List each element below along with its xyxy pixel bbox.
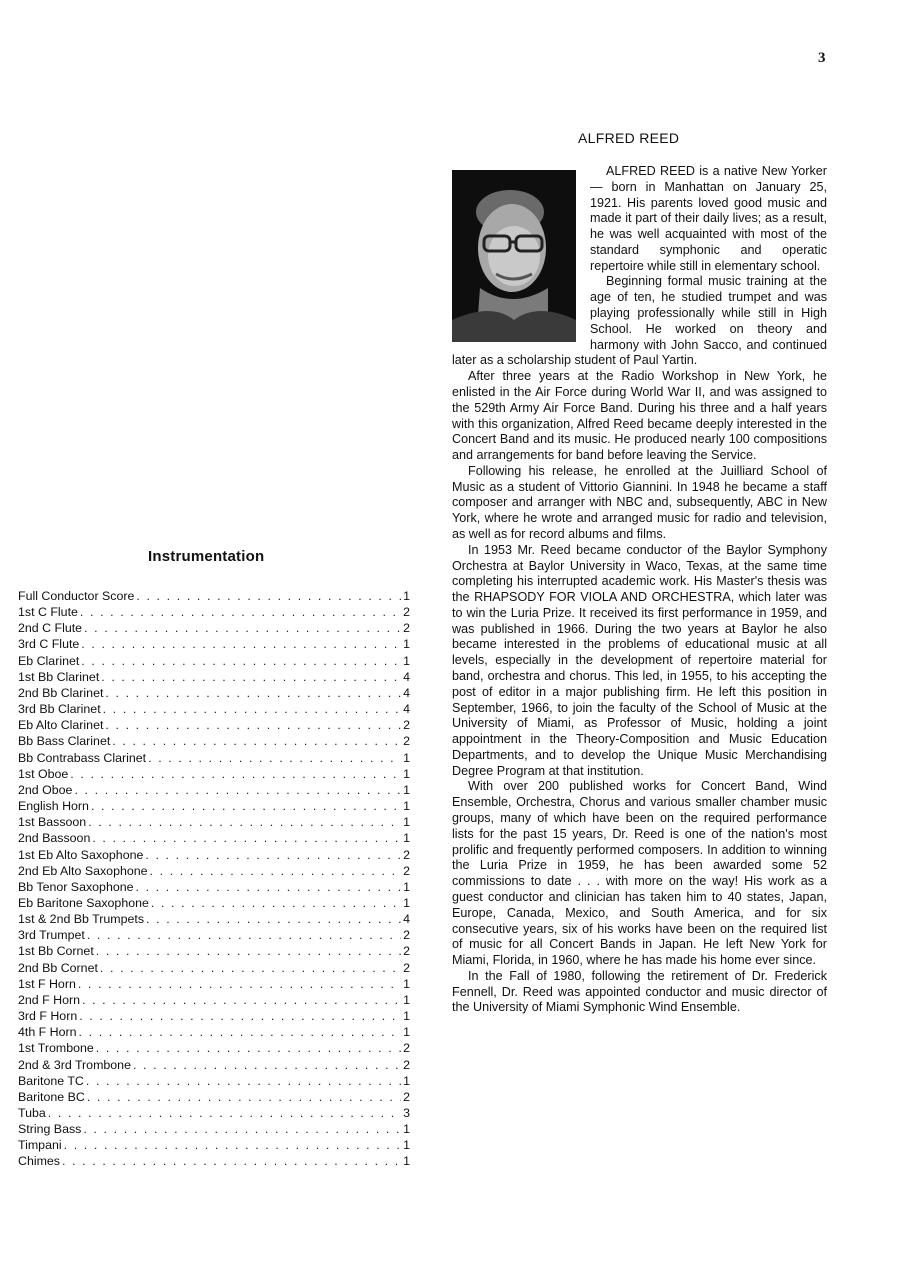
instrument-name: Eb Clarinet xyxy=(18,653,80,668)
instrument-row xyxy=(18,604,410,620)
instrument-quantity: 2 xyxy=(403,734,410,749)
instrument-quantity: 1 xyxy=(403,799,410,814)
instrument-row xyxy=(18,976,410,992)
dot-leader xyxy=(92,830,401,846)
instrument-row xyxy=(18,960,410,976)
instrument-name: 1st F Horn xyxy=(18,976,76,991)
bio-paragraph: In 1953 Mr. Reed became conductor of the Baylor Symphony Orchestra at Baylor University in Waco, Texas, at the same time completing his interrupted academic work. His Master's thesis was the RHAPSODY FOR VIOLA AND ORCHESTRA, which later was to win the Luria Prize. It received its first performance in 1959, and was published in 1966. During the two years at Baylor he also became interested in the problems of educational music at all levels, especially in the development of repertoire material for band, orchestra and chorus. This led, in 1955, to his accepting the post of editor in a major publishing firm. He left this position in September, 1966, to join the faculty of the School of Music at the University of Miami, as Professor of Music, holding a joint appointment in the Theory-Composition and Music Education Departments, and to develop the Unique Music Merchandising Degree Program at that institution. xyxy=(452,542,827,778)
instrument-quantity: 2 xyxy=(403,718,410,733)
dot-leader xyxy=(105,717,401,733)
dot-leader xyxy=(86,1073,401,1089)
instrument-row xyxy=(18,1040,410,1056)
instrument-quantity: 2 xyxy=(403,1089,410,1104)
instrument-quantity: 2 xyxy=(403,944,410,959)
instrument-quantity: 2 xyxy=(403,847,410,862)
dot-leader xyxy=(64,1137,401,1153)
instrument-row xyxy=(18,1105,410,1121)
instrument-row xyxy=(18,1153,410,1169)
dot-leader xyxy=(82,992,401,1008)
bio-paragraph: In the Fall of 1980, following the retirement of Dr. Frederick Fennell, Dr. Reed was appointed conductor and music director of the University of Miami Symphonic Wind Ensemble. xyxy=(452,968,827,1015)
instrument-quantity: 4 xyxy=(403,912,410,927)
instrument-row xyxy=(18,669,410,685)
instrument-name: Bb Tenor Saxophone xyxy=(18,879,134,894)
dot-leader xyxy=(80,604,401,620)
dot-leader xyxy=(70,766,401,782)
instrument-quantity: 1 xyxy=(403,815,410,830)
instrument-row xyxy=(18,798,410,814)
instrument-quantity: 1 xyxy=(403,766,410,781)
dot-leader xyxy=(133,1057,401,1073)
instrument-row xyxy=(18,750,410,766)
instrument-name: 1st Eb Alto Saxophone xyxy=(18,847,144,862)
instrument-row xyxy=(18,830,410,846)
instrument-quantity: 2 xyxy=(403,1057,410,1072)
instrument-name: Timpani xyxy=(18,1138,62,1153)
instrument-name: 1st Trombone xyxy=(18,1041,94,1056)
instrument-row xyxy=(18,1121,410,1137)
instrument-row xyxy=(18,1024,410,1040)
instrument-row xyxy=(18,847,410,863)
dot-leader xyxy=(112,733,401,749)
instrument-row xyxy=(18,653,410,669)
instrument-name: 2nd Eb Alto Saxophone xyxy=(18,863,148,878)
bio-paragraph: ALFRED REED is a native New Yorker — born in Manhattan on January 25, 1921. His parents loved good music and made it part of their daily lives; as a result, he was well acquainted with most of the standard symphonic and operatic repertoire while still in elementary school. xyxy=(590,164,827,273)
instrument-name: 2nd Bb Cornet xyxy=(18,960,98,975)
instrument-row xyxy=(18,895,410,911)
instrument-name: Eb Baritone Saxophone xyxy=(18,895,149,910)
instrument-quantity: 1 xyxy=(403,895,410,910)
dot-leader xyxy=(101,669,401,685)
instrument-row xyxy=(18,1008,410,1024)
dot-leader xyxy=(151,895,401,911)
instrument-name: 2nd & 3rd Trombone xyxy=(18,1057,131,1072)
dot-leader xyxy=(87,1089,401,1105)
instrument-name: 3rd F Horn xyxy=(18,1009,78,1024)
instrument-quantity: 1 xyxy=(403,879,410,894)
instrument-quantity: 2 xyxy=(403,960,410,975)
instrument-quantity: 1 xyxy=(403,992,410,1007)
dot-leader xyxy=(79,1008,401,1024)
instrument-quantity: 4 xyxy=(403,669,410,684)
instrument-quantity: 4 xyxy=(403,702,410,717)
instrument-row xyxy=(18,814,410,830)
instrument-quantity: 1 xyxy=(403,782,410,797)
instrument-quantity: 4 xyxy=(403,685,410,700)
instrument-row xyxy=(18,1073,410,1089)
page-number: 3 xyxy=(818,50,826,66)
instrument-quantity: 1 xyxy=(403,750,410,765)
instrumentation-title: Instrumentation xyxy=(148,548,265,565)
dot-leader xyxy=(103,701,401,717)
instrument-quantity: 1 xyxy=(403,1138,410,1153)
instrument-name: 1st C Flute xyxy=(18,605,78,620)
instrument-row xyxy=(18,588,410,604)
instrument-row xyxy=(18,1057,410,1073)
instrument-name: 2nd Bb Clarinet xyxy=(18,685,104,700)
instrument-name: 2nd Oboe xyxy=(18,782,73,797)
dot-leader xyxy=(105,685,401,701)
instrument-name: 3rd C Flute xyxy=(18,637,80,652)
dot-leader xyxy=(136,879,402,895)
instrument-name: Bb Contrabass Clarinet xyxy=(18,750,147,765)
dot-leader xyxy=(81,653,401,669)
instrument-quantity: 1 xyxy=(403,1154,410,1169)
instrument-quantity: 1 xyxy=(403,1009,410,1024)
instrument-quantity: 1 xyxy=(403,831,410,846)
bio-paragraph: After three years at the Radio Workshop in New York, he enlisted in the Air Force during World War II, and was assigned to the 529th Army Air Force Band. During his three and a half years with this organization, Alfred Reed became deeply interested in the Concert Band and its music. He produced nearly 100 compositions and arrangements for band before leaving the Service. xyxy=(452,369,827,463)
dot-leader xyxy=(100,960,401,976)
instrument-name: String Bass xyxy=(18,1122,82,1137)
dot-leader xyxy=(96,1040,401,1056)
dot-leader xyxy=(84,620,401,636)
dot-leader xyxy=(91,798,401,814)
instrument-name: 1st Oboe xyxy=(18,766,69,781)
biography-heading: ALFRED REED xyxy=(578,130,680,146)
dot-leader xyxy=(96,943,401,959)
instrument-name: 1st Bassoon xyxy=(18,815,87,830)
instrument-row xyxy=(18,717,410,733)
instrument-quantity: 2 xyxy=(403,605,410,620)
dot-leader xyxy=(146,911,401,927)
instrument-row xyxy=(18,1089,410,1105)
instrument-row xyxy=(18,911,410,927)
instrument-row xyxy=(18,636,410,652)
dot-leader xyxy=(87,927,401,943)
bio-paragraph: Following his release, he enrolled at the Juilliard School of Music as a student of Vittorio Giannini. In 1948 he became a staff composer and arranger with NBC and, subsequently, ABC in New York, where he wrote and arranged music for radio and television, as well as for record albums and films. xyxy=(452,463,827,541)
instrument-name: 2nd Bassoon xyxy=(18,831,91,846)
instrument-name: 3rd Bb Clarinet xyxy=(18,702,101,717)
instrument-quantity: 1 xyxy=(403,589,410,603)
instrument-name: Chimes xyxy=(18,1154,60,1169)
instrument-name: English Horn xyxy=(18,799,89,814)
instrument-row xyxy=(18,620,410,636)
instrument-name: 3rd Trumpet xyxy=(18,928,85,943)
instrument-row xyxy=(18,1137,410,1153)
dot-leader xyxy=(150,863,402,879)
photo-spacer xyxy=(452,164,576,342)
instrument-row xyxy=(18,701,410,717)
instrument-row xyxy=(18,943,410,959)
biography-text xyxy=(452,164,827,1016)
instrument-name: Full Conductor Score xyxy=(18,589,135,603)
instrument-name: Eb Alto Clarinet xyxy=(18,718,104,733)
instrument-name: 1st & 2nd Bb Trumpets xyxy=(18,912,145,927)
instrument-name: Bb Bass Clarinet xyxy=(18,734,111,749)
instrument-row xyxy=(18,863,410,879)
instrument-quantity: 1 xyxy=(403,1122,410,1137)
bio-paragraph: Beginning formal music training at the age of ten, he studied trumpet and was playing professionally while still in High School. He worked on theory and harmony with John Sacco, and continued later as a scholarship student of Paul Yartin. xyxy=(452,274,827,368)
instrument-row xyxy=(18,879,410,895)
dot-leader xyxy=(79,1024,402,1040)
instrument-quantity: 1 xyxy=(403,637,410,652)
instrument-quantity: 1 xyxy=(403,1025,410,1040)
instrument-name: 1st Bb Cornet xyxy=(18,944,94,959)
instrument-row xyxy=(18,685,410,701)
instrumentation-list xyxy=(18,588,410,1170)
instrument-row xyxy=(18,766,410,782)
instrument-quantity: 2 xyxy=(403,621,410,636)
dot-leader xyxy=(81,636,401,652)
instrument-name: Tuba xyxy=(18,1106,46,1120)
dot-leader xyxy=(83,1121,401,1137)
instrument-name: Baritone TC xyxy=(18,1073,84,1088)
instrument-quantity: 1 xyxy=(403,1073,410,1088)
dot-leader xyxy=(136,588,401,604)
dot-leader xyxy=(78,976,401,992)
dot-leader xyxy=(88,814,401,830)
instrument-quantity: 1 xyxy=(403,653,410,668)
instrument-name: 1st Bb Clarinet xyxy=(18,669,100,684)
instrument-name: 4th F Horn xyxy=(18,1025,77,1040)
dot-leader xyxy=(48,1105,401,1121)
instrument-name: Baritone BC xyxy=(18,1089,85,1104)
dot-leader xyxy=(62,1153,401,1169)
instrument-name: 2nd C Flute xyxy=(18,621,83,636)
instrument-quantity: 1 xyxy=(403,976,410,991)
dot-leader xyxy=(74,782,401,798)
instrument-quantity: 2 xyxy=(403,863,410,878)
instrument-quantity: 2 xyxy=(403,928,410,943)
instrument-row xyxy=(18,927,410,943)
instrument-quantity: 2 xyxy=(403,1041,410,1056)
instrument-row xyxy=(18,992,410,1008)
dot-leader xyxy=(145,847,401,863)
instrument-quantity: 3 xyxy=(403,1106,410,1120)
instrument-row xyxy=(18,733,410,749)
instrument-row xyxy=(18,782,410,798)
dot-leader xyxy=(148,750,401,766)
instrument-name: 2nd F Horn xyxy=(18,992,80,1007)
bio-paragraph: With over 200 published works for Concert Band, Wind Ensemble, Orchestra, Chorus and various smaller chamber music groups, many of which have been on the required performance lists for the past 15 years, Dr. Reed is one of the nation's most prolific and frequently performed composers. In addition to winning the Luria Prize in 1959, he has been awarded some 52 commissions to date . . . with more on the way! His work as a guest conductor and clinician has taken him to 40 states, Japan, Europe, Canada, Mexico, and South America, and for six consecutive years, six of his works have been on the required list of music for all Concert Bands in Japan. He left New York for Miami, Florida, in 1960, where he has made his home ever since. xyxy=(452,779,827,968)
